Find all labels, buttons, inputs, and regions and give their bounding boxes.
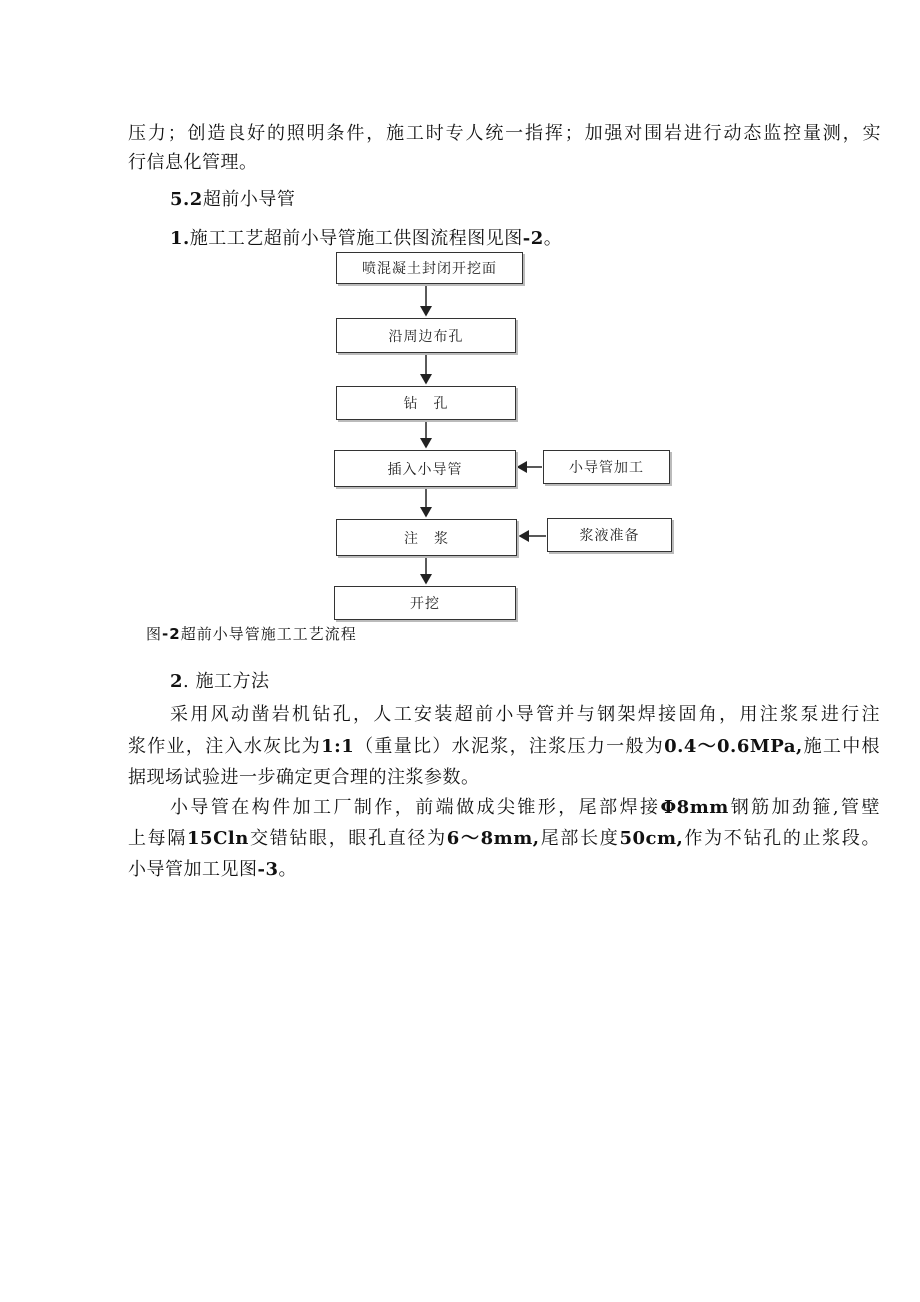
figure-ref: -2: [522, 228, 544, 249]
caption-number: -2: [162, 625, 181, 643]
figure-caption: [146, 623, 357, 644]
flow-step-label: 浆液准备: [579, 528, 640, 544]
value-hole-diameter: 6～8mm,: [446, 828, 540, 849]
paragraph-text: 管壁: [839, 797, 880, 818]
paragraph-line: [128, 734, 880, 760]
flow-step-label: 喷混凝土封闭开挖面: [362, 261, 497, 277]
flow-step-grout: [336, 519, 517, 556]
value-ratio: 1:1: [321, 736, 355, 757]
caption-prefix: 图: [146, 625, 163, 643]
section-number: 5.2: [170, 189, 203, 210]
paragraph-text: 交错钻眼，眼孔直径为: [248, 828, 447, 849]
paragraph-text: 据现场试验进一步确定更合理的注浆参数。: [128, 767, 480, 788]
paragraph-text: 小导管在构件加工厂制作，前端做成尖锥形，尾部焊接: [170, 797, 661, 818]
paragraph-line: [128, 765, 480, 791]
paragraph-text: 尾部长度: [539, 828, 620, 849]
subsection-number: 1.: [170, 228, 190, 249]
caption-text: 超前小导管施工工艺流程: [180, 625, 357, 643]
value-spacing: 15Cln: [187, 828, 249, 849]
subsection-text: 施工工艺超前小导管施工供图流程图见图: [189, 228, 523, 249]
flow-step-label: 插入小导管: [387, 461, 463, 478]
value-diameter: Φ8mm: [660, 797, 729, 818]
paragraph-text: 小导管加工见图: [128, 859, 258, 880]
subsection-heading: [170, 669, 269, 695]
figure-ref: -3: [257, 859, 279, 880]
subsection-number: 2: [170, 671, 184, 692]
value-tail-length: 50cm,: [619, 828, 684, 849]
flow-step-label: 开挖: [410, 596, 440, 612]
flow-step-layout-holes: [336, 318, 516, 353]
paragraph-line: [128, 857, 297, 883]
paragraph-text: 上每隔: [128, 828, 188, 849]
paragraph-line: [128, 826, 880, 852]
subsection-end: 。: [543, 228, 563, 249]
flow-step-shotcrete: [336, 252, 523, 284]
flow-step-label: 钻 孔: [403, 396, 449, 412]
paragraph-line: [170, 702, 880, 728]
paragraph-text: 压力；创造良好的照明条件，施工时专人统一指挥；加强对围岩进行动态监控量测，实: [128, 123, 881, 144]
paragraph-text: 施工中根: [802, 736, 881, 757]
flow-step-drill: [336, 386, 516, 420]
flow-side-grout-prep: [547, 518, 672, 552]
flow-step-label: 注 浆: [404, 530, 449, 547]
flow-step-excavate: [334, 586, 516, 620]
paragraph-text: 采用风动凿岩机钻孔，人工安装超前小导管并与钢架焊接固角，用注浆泵进行注: [170, 704, 880, 725]
flow-side-pipe-fabrication: [543, 450, 670, 484]
paragraph-text: 作为不钻孔的止浆段。: [683, 828, 881, 849]
paragraph-text: 浆作业，注入水灰比为: [128, 736, 322, 757]
flow-step-label: 小导管加工: [569, 460, 644, 476]
paragraph-text: 行信息化管理。: [128, 152, 258, 173]
value-pressure: 0.4～0.6MPa,: [664, 736, 803, 757]
subsection-text: . 施工方法: [183, 671, 270, 692]
paragraph-line: [170, 795, 880, 821]
flow-step-label: 沿周边布孔: [388, 328, 464, 345]
paragraph-text: 钢筋加劲箍,: [728, 797, 840, 818]
paragraph-text: （重量比）水泥浆，注浆压力一般为: [354, 736, 665, 757]
paragraph-text: 。: [278, 859, 297, 880]
flow-step-insert-pipe: [334, 450, 516, 487]
section-title: 超前小导管: [202, 189, 296, 210]
